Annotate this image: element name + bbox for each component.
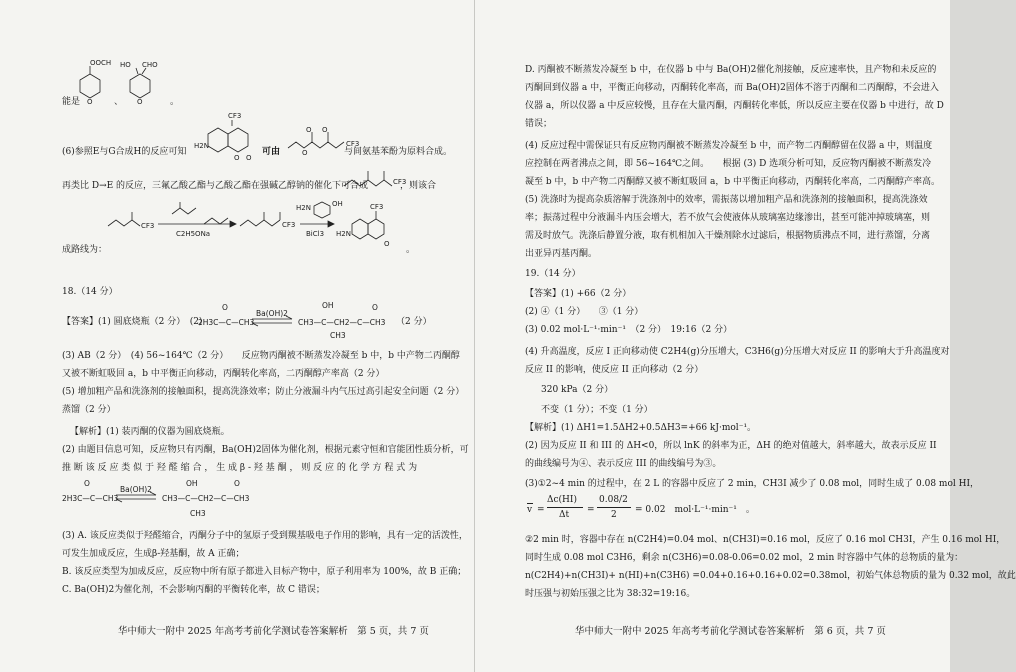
formula-result: = 0.02 mol·L⁻¹·min⁻¹ 。 <box>635 505 755 515</box>
analysis-2b: 推 断 该 反 应 类 似 于 羟 醛 缩 合 ， 生 成 β - 羟 基 酮 ， 则 反 应 的 化 学 方 程 式 为 <box>62 463 418 473</box>
analysis-19-3-2: ②2 min 时，容器中存在 n(C2H4)=0.04 mol、n(CH3I)=0.16 mol，反应了 0.16 mol CH3I，产生 0.16 mol HI， <box>525 535 1006 545</box>
formula-num2: 0.08/2 <box>599 495 628 505</box>
answer-19-1: 【答案】(1) +66（2 分） <box>525 289 632 299</box>
analysis-19-2: (2) 因为反应 II 和 III 的 ΔH<0，所以 lnK 的斜率为正，ΔH 的绝对值越大，斜率越大，故表示反应 II <box>525 441 937 451</box>
eq2-rhs: CH3—C—CH2—C—CH3 <box>162 494 250 503</box>
svg-text:O: O <box>384 240 390 248</box>
label-cho: CHO <box>142 61 158 69</box>
eq-lhs: 2H3C—C—CH3 <box>198 318 255 327</box>
answer-19-pressure: 320 kPa（2 分） <box>541 385 614 395</box>
reagent-bismuth-chloride: BiCl3 <box>306 230 325 238</box>
eq-oh: OH <box>322 301 334 310</box>
analysis-19-2-cont: 的曲线编号为④、表示反应 III 的曲线编号为③。 <box>525 459 722 469</box>
svg-text:CF3: CF3 <box>228 112 242 120</box>
eq2-o2: O <box>234 479 240 488</box>
equilibrium-arrow <box>116 492 158 502</box>
answer-3-4: (3) AB（2 分） (4) 56~164℃（2 分） 反应物丙酮被不断蒸发冷凝至 b 中，b 中产物二丙酮醇 <box>62 351 460 361</box>
text-r7: 凝至 b 中，b 中产物二丙酮醇又被不断虹吸回 a，b 中平衡正向移动，丙酮转化率高，二丙酮醇产率高。 <box>525 177 940 187</box>
text-r2: 丙酮回到仪器 a 中，平衡正向移动，丙酮转化率高，而 Ba(OH)2固体不溶于丙酮和二丙酮醇，不会进入 <box>525 83 939 93</box>
svg-text:H2N: H2N <box>194 142 209 150</box>
text-r1: D. 丙酮被不断蒸发冷凝至 b 中，在仪器 b 中与 Ba(OH)2催化剂接触，反应速率快，且产物和未反应的 <box>525 65 937 75</box>
equilibrium-arrow <box>252 316 294 326</box>
label-ho: HO <box>120 61 131 69</box>
analysis-3d: C. Ba(OH)2为催化剂，不会影响丙酮的平衡转化率，故 C 错误； <box>62 585 325 595</box>
route-label: 成路线为： <box>62 245 108 255</box>
answer-19-unchanged: 不变（1 分）；不变（1 分） <box>541 405 653 415</box>
text-r3: 仪器 a，所以仪器 a 中反应较慢，且存在大量丙酮，丙酮转化率低，所以反应主要在仪器 b 中进行，故 D <box>525 101 944 111</box>
svg-text:CF3: CF3 <box>346 140 360 148</box>
text-r4: 错误； <box>525 119 553 129</box>
svg-text:O: O <box>302 149 308 157</box>
answer-18-head: 【答案】(1) 圆底烧瓶（2 分） (2) <box>62 317 203 327</box>
svg-text:H2N: H2N <box>336 230 351 238</box>
analysis-3a: (3) A. 该反应类似于羟醛缩合，丙酮分子中的氢原子受到羰基吸电子作用的影响，具有一定的活泼性， <box>62 531 468 541</box>
eq-o2: O <box>372 303 378 312</box>
q6-mid: 可由 <box>262 147 281 157</box>
analysis-2a: (2) 由题目信息可知，反应物只有丙酮，Ba(OH)2固体为催化剂，根据元素守恒和官能团性质分析，可 <box>62 445 469 455</box>
separator: 、 <box>114 97 124 107</box>
analysis-3c: B. 该反应类型为加成反应，反应物中所有原子都进入目标产物中，原子利用率为 100%，故 B 正确； <box>62 567 467 577</box>
answer-19-3: (3) 0.02 mol·L⁻¹·min⁻¹ （2 分） 19:16（2 分） <box>525 325 733 335</box>
analog-tail: ，则该合 <box>400 181 437 191</box>
eq2-oh: OH <box>186 479 198 488</box>
text-r11: 出亚异丙基丙酮。 <box>525 249 598 259</box>
eq-rhs: CH3—C—CH2—C—CH3 <box>298 318 386 327</box>
q6-tail: 与间氨基苯酚为原料合成。 <box>344 147 453 157</box>
formula-eq: = <box>537 505 545 515</box>
answer-5-cont: 蒸馏（2 分） <box>62 405 116 415</box>
formula-eq2: = <box>587 505 595 515</box>
overbar <box>527 503 533 504</box>
answer-score: （2 分） <box>396 317 432 327</box>
formula-num: Δc(HI) <box>547 495 577 505</box>
answer-19-2: (2) ④（1 分） ③（1 分） <box>525 307 644 317</box>
eq2-lhs: 2H3C—C—CH3 <box>62 494 119 503</box>
svg-text:CF3: CF3 <box>370 203 384 211</box>
synthesis-route <box>100 200 400 248</box>
eq-catalyst: Ba(OH)2 <box>256 309 288 318</box>
svg-text:OH: OH <box>332 200 343 208</box>
svg-text:H2N: H2N <box>296 204 311 212</box>
svg-text:O: O <box>322 126 328 134</box>
eq2-catalyst: Ba(OH)2 <box>120 485 152 494</box>
analysis-19-3-4: n(C2H4)+n(CH3I)+ n(HI)+n(C3H6) =0.04+0.16+0.16+0.02=0.38mol，初始气体总物质的量为 0.32 mol，故此 <box>525 571 1016 581</box>
svg-text:CF3: CF3 <box>141 222 155 230</box>
analysis-head: 【解析】(1) 装丙酮的仪器为圆底烧瓶。 <box>70 427 230 437</box>
answer-4-cont: 又被不断虹吸回 a，b 中平衡正向移动，丙酮转化率高，二丙酮醇产率高（2 分） <box>62 369 385 379</box>
svg-text:O: O <box>306 126 312 134</box>
ring-oxygen: O <box>87 98 93 106</box>
svg-text:CF3: CF3 <box>282 221 296 229</box>
formula-den: Δt <box>559 510 570 520</box>
eq2-ch3: CH3 <box>190 509 206 518</box>
ring-oxygen: O <box>137 98 143 106</box>
svg-text:O: O <box>234 154 240 162</box>
page-footer: 华中师大一附中 2025 年高考考前化学测试卷答案解析 第 6 页，共 7 页 <box>575 626 886 637</box>
structure-hydroxy-aldehyde-oxane <box>120 58 168 108</box>
label-ooch: OOCH <box>90 59 112 67</box>
question-18-title: 18.（14 分） <box>62 287 118 297</box>
page-footer: 华中师大一附中 2025 年高考考前化学测试卷答案解析 第 5 页，共 7 页 <box>118 626 429 637</box>
page-5 <box>0 0 475 672</box>
analysis-19-1: 【解析】(1) ΔH1=1.5ΔH2+0.5ΔH3=+66 kJ·mol⁻¹。 <box>525 423 757 433</box>
text-r9: 率；振荡过程中分液漏斗内压会增大，若不放气会使液体从玻璃塞边缘渗出，甚至可能冲掉玻璃塞，则 <box>525 213 931 223</box>
fraction-bar <box>547 507 583 508</box>
analysis-19-3-5: 时压强与初始压强之比为 38:32=19:16。 <box>525 589 696 599</box>
fraction-bar <box>597 507 631 508</box>
reagent-sodium-ethoxide: C2H5ONa <box>176 230 211 238</box>
analysis-19-3: (3)①2~4 min 的过程中，在 2 L 的容器中反应了 2 min，CH3I 减少了 0.08 mol，同时生成了 0.08 mol HI， <box>525 479 980 489</box>
answer-5: (5) 增加粗产品和洗涤剂的接触面积，提高洗涤效率；防止分液漏斗内气压过高引起安全问题（2 分） <box>62 387 465 397</box>
text-r8: (5) 洗涤时为提高杂质溶解于洗涤剂中的效率，需振荡以增加粗产品和洗涤剂的接触面积，提高洗涤效 <box>525 195 928 205</box>
text-r6: 应控制在两者沸点之间，即 56~164℃之间。 根据 (3) D 选项分析可知，反应物丙酮被不断蒸发冷 <box>525 159 932 169</box>
formula-den2: 2 <box>611 510 617 520</box>
formula-v: v <box>527 505 533 515</box>
page-6 <box>475 0 1016 672</box>
text-r5: (4) 反应过程中需保证只有反应物丙酮被不断蒸发冷凝至 b 中，而产物二丙酮醇留在仪器 a 中，则温度 <box>525 141 933 151</box>
svg-text:CF3: CF3 <box>393 178 407 186</box>
text-r10: 需及时放气。洗涤后静置分液，取有机相加入干燥剂除水过滤后，根据物质沸点不同，进行蒸馏，分离 <box>525 231 931 241</box>
eq-o: O <box>222 303 228 312</box>
separator: 。 <box>170 97 180 107</box>
answer-19-4: (4) 升高温度，反应 I 正向移动使 C2H4(g)分压增大，C3H6(g)分压增大对反应 II 的影响大于升高温度对 <box>525 347 950 357</box>
eq-ch3: CH3 <box>330 331 346 340</box>
answer-19-4-cont: 反应 II 的影响，使反应 II 正向移动（2 分） <box>525 365 704 375</box>
eq2-o: O <box>84 479 90 488</box>
q6-text: (6)参照E与G合成H的反应可知 <box>62 147 187 157</box>
question-19-title: 19.（14 分） <box>525 269 581 279</box>
analysis-3b: 可发生加成反应，生成β-羟基酮，故 A 正确； <box>62 549 245 559</box>
label-possible: 能是 <box>62 97 81 107</box>
analysis-19-3-3: 同时生成 0.08 mol C3H6，剩余 n(C3H6)=0.08-0.06=0.02 mol，2 min 时容器中气体的总物质的量为： <box>525 553 964 563</box>
separator: 。 <box>406 245 416 255</box>
analog-text: 再类比 D→E 的反应，三氟乙酸乙酯与乙酸乙酯在强碱乙醇钠的催化下可合成 <box>62 181 369 191</box>
structure-coumarin-product <box>194 110 264 162</box>
svg-text:O: O <box>246 154 252 162</box>
